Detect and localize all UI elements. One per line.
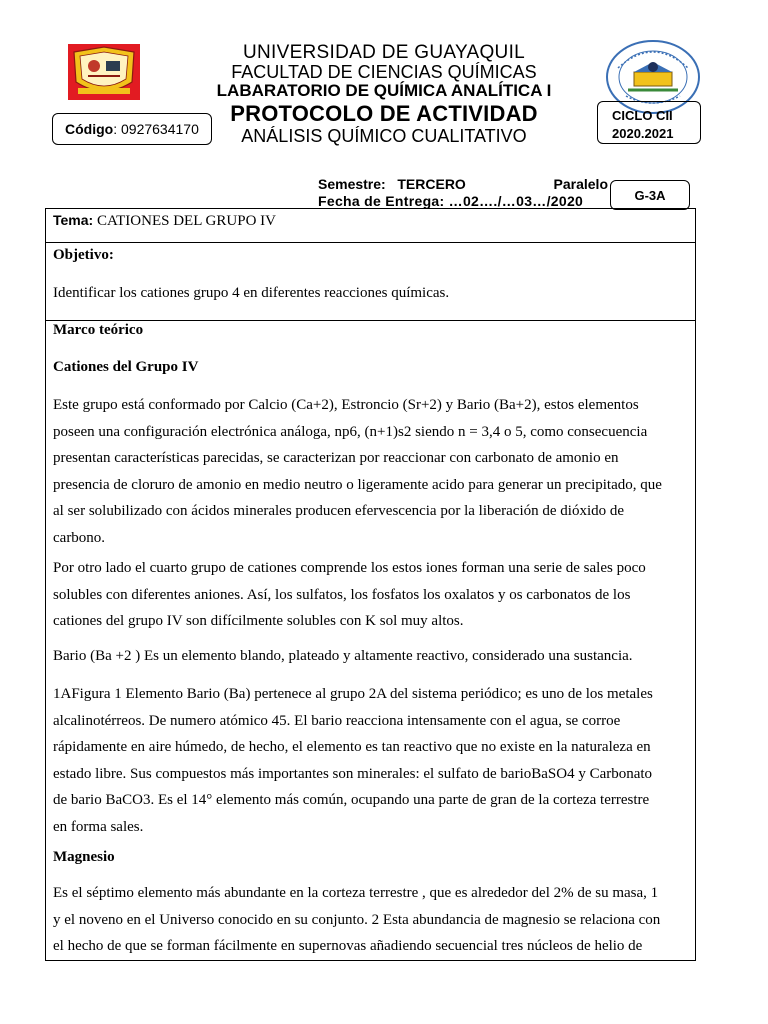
delivery-date: Fecha de Entrega: …02…./…03…/2020 [318, 193, 584, 209]
paralelo-label: Paralelo [553, 176, 608, 192]
faculty-logo-icon [68, 44, 140, 100]
code-label: Código [65, 121, 114, 137]
theory-heading: Marco teórico [53, 322, 144, 338]
text-line: Este grupo está conformado por Calcio (Ca+2), Estroncio (Sr+2) y Bario (Ba+2), estos elementos [53, 397, 639, 413]
semester-label: Semestre: [318, 176, 386, 192]
text-line: en forma sales. [53, 818, 144, 835]
faculty-name: FACULTAD DE CIENCIAS QUÍMICAS [231, 62, 537, 82]
objective-text: Identificar los cationes grupo 4 en diferentes reacciones químicas. [53, 285, 450, 301]
student-code-box [52, 113, 212, 145]
cycle-box [597, 101, 701, 144]
text-line: estado libre. Sus compuestos más importantes son minerales: el sulfato de barioBaSO4 y Carbonato [53, 765, 653, 782]
topic-value: CATIONES DEL GRUPO IV [93, 213, 276, 229]
text-line: de bario BaCO3. Es el 14° elemento más común, ocupando una parte de gran de la corteza terrestre [53, 792, 650, 808]
text-line: Por otro lado el cuarto grupo de cationes comprende los estos iones forman una serie de sales poco [53, 560, 646, 576]
text-line: presentan características parecidas, se caracterizan por reaccionar con carbonato de amonio en [53, 450, 619, 466]
cycle-line2: 2020.2021 [612, 126, 674, 141]
text-line: presencia de cloruro de amonio en medio neutro o ligeramente acido para generar un precipitado, que [53, 476, 662, 493]
text-line: Es el séptimo elemento más abundante en la corteza terrestre , que es alrededor del 2% de su masa, 1 [53, 885, 659, 901]
cycle-line1: CICLO CII [612, 108, 673, 123]
code-value: : 0927634170 [113, 121, 199, 137]
text-line: 1AFigura 1 Elemento Bario (Ba) pertenece al grupo 2A del sistema periódico; es uno de los metales [53, 686, 653, 702]
analysis-subtitle: ANÁLISIS QUÍMICO CUALITATIVO [241, 126, 527, 146]
semester-value: TERCERO [397, 176, 466, 192]
divider [45, 242, 696, 243]
theory-paragraph-1 [53, 392, 693, 551]
theory-paragraph-magnesium [53, 880, 693, 960]
group-box: G-3A [610, 180, 690, 210]
theory-paragraph-barium [53, 681, 693, 840]
barium-intro: Bario (Ba +2 ) Es un elemento blando, plateado y altamente reactivo, considerado una sustancia. [53, 648, 633, 664]
text-line: el hecho de que se forman fácilmente en supernovas añadiendo secuencial tres núcleos de helio de [53, 938, 643, 954]
text-line: poseen una configuración electrónica análoga, np6, (n+1)s2 siendo n = 3,4 o 5, como consecuencia [53, 423, 648, 440]
text-line: cationes del grupo IV son difícilmente solubles con K sol muy altos. [53, 613, 464, 629]
text-line: rápidamente en aire húmedo, de hecho, el elemento es tan reactivo que no existe en la naturaleza en [53, 739, 651, 755]
semester-line [318, 176, 608, 192]
text-line: alcalinotérreos. De numero atómico 45. El bario reacciona intensamente con el agua, se corroe [53, 712, 621, 729]
objective-heading: Objetivo: [53, 247, 114, 263]
text-line: y el noveno en el Universo conocido en su conjunto. 2 Esta abundancia de magnesio se relaciona con [53, 911, 661, 928]
text-line: solubles con diferentes aniones. Así, los sulfatos, los fosfatos los oxalatos y os carbonatos de los [53, 586, 631, 603]
magnesium-heading: Magnesio [53, 849, 115, 865]
protocol-title: PROTOCOLO DE ACTIVIDAD [230, 101, 538, 126]
university-name: UNIVERSIDAD DE GUAYAQUIL [242, 42, 526, 63]
theory-paragraph-2 [53, 555, 693, 635]
topic-label: Tema: [53, 212, 94, 228]
text-line: carbono. [53, 529, 106, 546]
theory-subheading: Cationes del Grupo IV [53, 359, 199, 375]
topic-line [53, 212, 276, 230]
text-line: al ser solubilizado con ácidos minerales producen efervescencia por la liberación de dióxido de [53, 503, 625, 519]
laboratory-name: LABARATORIO DE QUÍMICA ANALÍTICA I [216, 81, 552, 100]
